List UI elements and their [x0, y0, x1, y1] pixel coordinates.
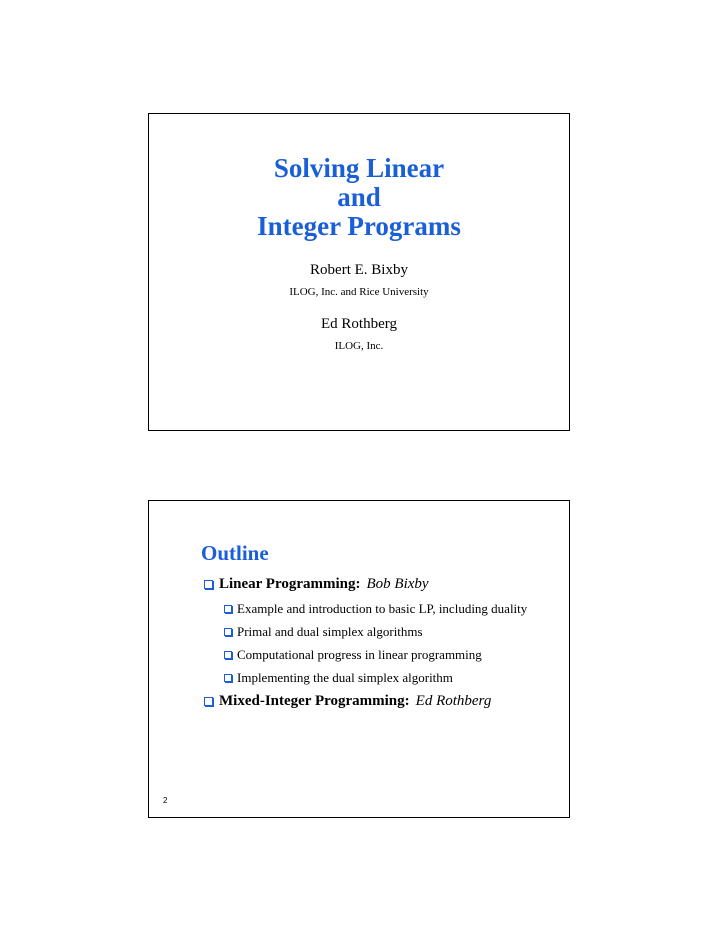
title-slide — [148, 113, 570, 431]
title-line-1: Solving Linear — [273, 153, 445, 183]
square-bullet-icon — [224, 674, 232, 682]
bullet-presenter: Bob Bixby — [366, 576, 429, 592]
slide-title — [149, 154, 569, 241]
author-1-name: Robert E. Bixby — [310, 262, 408, 278]
subitem-basic-lp — [224, 601, 527, 617]
outline-heading: Outline — [201, 541, 269, 565]
outline-slide — [148, 500, 570, 818]
bullet-linear-programming — [204, 576, 429, 593]
bullet-presenter: Ed Rothberg — [415, 693, 492, 709]
subitem-text: Primal and dual simplex algorithms — [237, 624, 423, 639]
title-line-2: and — [337, 182, 381, 212]
subitem-computational-progress — [224, 647, 482, 663]
author-2-name: Ed Rothberg — [321, 316, 397, 332]
square-bullet-icon — [224, 605, 232, 613]
title-line-3: Integer Programs — [257, 211, 461, 241]
square-bullet-icon — [204, 697, 213, 706]
bullet-label: Mixed-Integer Programming: — [219, 693, 410, 709]
bullet-mixed-integer-programming — [204, 693, 491, 710]
subitem-text: Example and introduction to basic LP, including duality — [237, 601, 528, 616]
square-bullet-icon — [204, 580, 213, 589]
square-bullet-icon — [224, 651, 232, 659]
author-1-affiliation: ILOG, Inc. and Rice University — [289, 286, 429, 298]
bullet-label: Linear Programming: — [219, 576, 361, 592]
author-2-affiliation: ILOG, Inc. — [334, 340, 384, 352]
page-number: 2 — [163, 796, 168, 805]
subitem-dual-simplex-implementation — [224, 670, 453, 686]
subitem-text: Implementing the dual simplex algorithm — [237, 670, 453, 685]
square-bullet-icon — [224, 628, 232, 636]
subitem-simplex-algorithms — [224, 624, 423, 640]
subitem-text: Computational progress in linear programming — [237, 647, 482, 662]
